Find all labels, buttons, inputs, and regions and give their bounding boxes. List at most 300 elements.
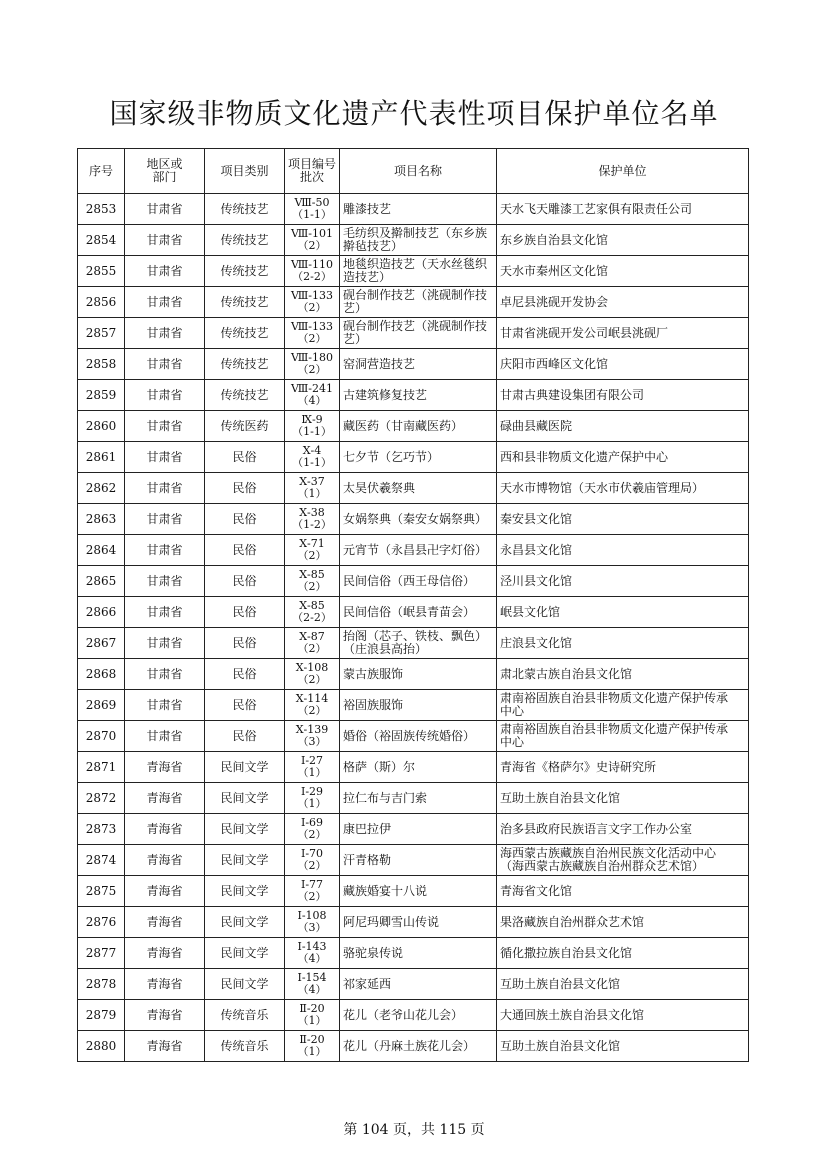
cell-code xyxy=(285,225,340,256)
cell-protection-unit-line1: 青海省《格萨尔》史诗研究所 xyxy=(500,759,657,774)
cell-code-number: Ⅰ-154 xyxy=(297,971,327,984)
cell-protection-unit xyxy=(497,318,749,349)
cell-code-batch: （1-1） xyxy=(292,456,332,469)
cell-region: 甘肃省 xyxy=(125,287,205,318)
cell-seq: 2870 xyxy=(78,721,125,752)
cell-protection-unit-line1: 肃南裕固族自治县非物质文化遗产保护传承 xyxy=(500,691,729,705)
cell-code-number: Ⅰ-77 xyxy=(300,878,324,891)
cell-code-batch: （2） xyxy=(297,642,327,655)
cell-project-name xyxy=(340,1031,497,1062)
cell-seq: 2879 xyxy=(78,1000,125,1031)
cell-code-number: Ⅷ-110 xyxy=(290,258,334,271)
table-row xyxy=(78,411,749,442)
cell-code-number: Ⅷ-50 xyxy=(294,196,330,209)
cell-code xyxy=(285,783,340,814)
cell-code-number: Ⅹ-139 xyxy=(295,723,329,736)
cell-protection-unit-line1: 肃南裕固族自治县非物质文化遗产保护传承 xyxy=(500,722,729,736)
cell-code-batch: （2） xyxy=(297,828,327,841)
cell-code-batch: （2） xyxy=(297,363,327,376)
cell-seq: 2862 xyxy=(78,473,125,504)
cell-project-name-line1: 婚俗（裕固族传统婚俗） xyxy=(343,728,476,743)
cell-project-name-line2: 艺） xyxy=(343,332,368,346)
cell-protection-unit-line1: 碌曲县藏医院 xyxy=(500,418,573,433)
header-code-line2: 批次 xyxy=(299,170,324,184)
cell-code-number: Ⅷ-241 xyxy=(290,382,334,395)
cell-region: 甘肃省 xyxy=(125,473,205,504)
cell-code-number: Ⅹ-85 xyxy=(299,568,325,581)
cell-seq: 2856 xyxy=(78,287,125,318)
cell-protection-unit xyxy=(497,1031,749,1062)
cell-seq: 2865 xyxy=(78,566,125,597)
header-code xyxy=(285,149,340,194)
cell-category: 民俗 xyxy=(205,535,285,566)
cell-project-name-line1: 康巴拉伊 xyxy=(343,821,392,836)
cell-code xyxy=(285,504,340,535)
header-code-line1: 项目编号 xyxy=(287,157,336,171)
cell-code xyxy=(285,690,340,721)
cell-project-name-line1: 地毯织造技艺（天水丝毯织 xyxy=(343,257,488,271)
cell-code-batch: （2） xyxy=(297,673,327,686)
cell-region: 甘肃省 xyxy=(125,566,205,597)
cell-code-batch: （1） xyxy=(297,1045,327,1058)
table-row xyxy=(78,690,749,721)
cell-seq: 2858 xyxy=(78,349,125,380)
table-row xyxy=(78,814,749,845)
cell-code-batch: （4） xyxy=(297,394,327,407)
table-row xyxy=(78,752,749,783)
cell-protection-unit-line1: 肃北蒙古族自治县文化馆 xyxy=(500,666,633,681)
cell-project-name-line1: 七夕节（乞巧节） xyxy=(343,449,440,464)
cell-code xyxy=(285,194,340,225)
cell-code xyxy=(285,411,340,442)
cell-protection-unit-line1: 庄浪县文化馆 xyxy=(500,635,573,650)
cell-seq: 2874 xyxy=(78,845,125,876)
table-row xyxy=(78,287,749,318)
cell-project-name-line1: 花儿（丹麻土族花儿会） xyxy=(343,1038,476,1053)
cell-code-batch: （4） xyxy=(297,983,327,996)
table-row xyxy=(78,535,749,566)
cell-protection-unit-line1: 大通回族土族自治县文化馆 xyxy=(500,1007,645,1022)
cell-seq: 2869 xyxy=(78,690,125,721)
cell-seq: 2857 xyxy=(78,318,125,349)
cell-code xyxy=(285,256,340,287)
cell-code-batch: （1） xyxy=(297,1014,327,1027)
table-row xyxy=(78,504,749,535)
cell-region: 青海省 xyxy=(125,876,205,907)
cell-seq: 2871 xyxy=(78,752,125,783)
table-row xyxy=(78,628,749,659)
cell-protection-unit-line1: 天水飞天雕漆工艺家俱有限责任公司 xyxy=(500,201,693,216)
cell-code-batch: （2） xyxy=(297,239,327,252)
cell-code-number: Ⅹ-108 xyxy=(295,661,329,674)
cell-project-name xyxy=(340,287,497,318)
cell-protection-unit-line1: 治多县政府民族语言文字工作办公室 xyxy=(500,821,693,836)
cell-protection-unit-line1: 果洛藏族自治州群众艺术馆 xyxy=(500,914,645,929)
cell-region: 青海省 xyxy=(125,1000,205,1031)
cell-category: 传统技艺 xyxy=(205,287,285,318)
cell-region: 甘肃省 xyxy=(125,318,205,349)
cell-code xyxy=(285,845,340,876)
cell-project-name-line1: 抬阁（芯子、铁枝、飘色） xyxy=(343,629,488,643)
cell-protection-unit xyxy=(497,845,749,876)
table-header-row xyxy=(78,149,749,194)
cell-code-number: Ⅰ-143 xyxy=(297,940,327,953)
cell-project-name xyxy=(340,194,497,225)
cell-region: 甘肃省 xyxy=(125,659,205,690)
cell-project-name xyxy=(340,752,497,783)
cell-region: 甘肃省 xyxy=(125,349,205,380)
table-row xyxy=(78,225,749,256)
cell-project-name xyxy=(340,256,497,287)
table-row xyxy=(78,907,749,938)
cell-project-name-line1: 雕漆技艺 xyxy=(343,201,392,216)
cell-protection-unit-line1: 互助土族自治县文化馆 xyxy=(500,976,621,991)
cell-category: 传统音乐 xyxy=(205,1031,285,1062)
cell-region: 青海省 xyxy=(125,969,205,1000)
table-row xyxy=(78,380,749,411)
cell-region: 青海省 xyxy=(125,814,205,845)
cell-project-name xyxy=(340,597,497,628)
cell-protection-unit xyxy=(497,752,749,783)
cell-project-name-line2: （庄浪县高抬） xyxy=(343,642,428,656)
cell-code xyxy=(285,814,340,845)
cell-category: 民俗 xyxy=(205,628,285,659)
cell-region: 青海省 xyxy=(125,783,205,814)
cell-protection-unit xyxy=(497,349,749,380)
cell-region: 甘肃省 xyxy=(125,380,205,411)
cell-category: 传统技艺 xyxy=(205,349,285,380)
cell-category: 民俗 xyxy=(205,597,285,628)
cell-project-name-line1: 太昊伏羲祭典 xyxy=(343,480,416,495)
cell-code-number: Ⅸ-9 xyxy=(301,413,323,426)
cell-project-name-line1: 骆驼泉传说 xyxy=(343,945,404,960)
cell-protection-unit xyxy=(497,473,749,504)
cell-category: 民间文学 xyxy=(205,814,285,845)
cell-protection-unit-line1: 卓尼县洮砚开发协会 xyxy=(500,294,609,309)
cell-code-number: Ⅹ-85 xyxy=(299,599,325,612)
cell-category: 民俗 xyxy=(205,442,285,473)
cell-project-name xyxy=(340,318,497,349)
cell-seq: 2876 xyxy=(78,907,125,938)
cell-code xyxy=(285,1031,340,1062)
header-region xyxy=(125,149,205,194)
table-row xyxy=(78,473,749,504)
cell-protection-unit xyxy=(497,411,749,442)
cell-category: 民间文学 xyxy=(205,783,285,814)
cell-category: 民俗 xyxy=(205,473,285,504)
cell-project-name xyxy=(340,504,497,535)
cell-code xyxy=(285,287,340,318)
cell-protection-unit xyxy=(497,721,749,752)
header-region-line2: 部门 xyxy=(152,170,177,184)
cell-code-batch: （2） xyxy=(297,549,327,562)
cell-code xyxy=(285,597,340,628)
cell-protection-unit-line1: 秦安县文化馆 xyxy=(500,511,573,526)
cell-project-name xyxy=(340,566,497,597)
cell-project-name xyxy=(340,535,497,566)
cell-region: 甘肃省 xyxy=(125,690,205,721)
cell-category: 民俗 xyxy=(205,659,285,690)
cell-project-name xyxy=(340,349,497,380)
cell-seq: 2877 xyxy=(78,938,125,969)
cell-protection-unit-line1: 西和县非物质文化遗产保护中心 xyxy=(500,449,669,464)
cell-project-name-line1: 民间信俗（西王母信俗） xyxy=(343,573,476,588)
cell-seq: 2878 xyxy=(78,969,125,1000)
cell-region: 甘肃省 xyxy=(125,442,205,473)
cell-code xyxy=(285,473,340,504)
cell-code xyxy=(285,721,340,752)
cell-protection-unit xyxy=(497,659,749,690)
cell-region: 甘肃省 xyxy=(125,225,205,256)
cell-code xyxy=(285,535,340,566)
cell-project-name-line2: 艺） xyxy=(343,301,368,315)
cell-category: 传统技艺 xyxy=(205,194,285,225)
table-row xyxy=(78,349,749,380)
cell-protection-unit-line1: 海西蒙古族藏族自治州民族文化活动中心 xyxy=(500,846,717,860)
cell-project-name xyxy=(340,845,497,876)
cell-code xyxy=(285,628,340,659)
cell-code-batch: （1） xyxy=(297,766,327,779)
cell-code-number: Ⅹ-38 xyxy=(299,506,325,519)
cell-seq: 2873 xyxy=(78,814,125,845)
table-row xyxy=(78,1031,749,1062)
cell-code-batch: （3） xyxy=(297,735,327,748)
cell-code-batch: （2） xyxy=(297,890,327,903)
cell-code-number: Ⅰ-27 xyxy=(300,754,324,767)
cell-seq: 2853 xyxy=(78,194,125,225)
cell-code-number: Ⅰ-69 xyxy=(300,816,324,829)
cell-region: 青海省 xyxy=(125,752,205,783)
cell-protection-unit xyxy=(497,442,749,473)
cell-code-batch: （1-1） xyxy=(292,425,332,438)
cell-seq: 2861 xyxy=(78,442,125,473)
cell-project-name xyxy=(340,783,497,814)
table-row xyxy=(78,721,749,752)
cell-protection-unit xyxy=(497,1000,749,1031)
cell-project-name-line1: 元宵节（永昌县卍字灯俗） xyxy=(343,542,488,557)
heritage-protection-table xyxy=(77,148,749,1062)
cell-code xyxy=(285,442,340,473)
cell-project-name-line1: 阿尼玛卿雪山传说 xyxy=(343,914,440,929)
cell-protection-unit-line1: 庆阳市西峰区文化馆 xyxy=(500,356,609,371)
cell-code-batch: （2） xyxy=(297,704,327,717)
table-row xyxy=(78,597,749,628)
cell-project-name xyxy=(340,442,497,473)
cell-protection-unit xyxy=(497,907,749,938)
cell-project-name-line1: 砚台制作技艺（洮砚制作技 xyxy=(343,288,488,302)
cell-code-batch: （3） xyxy=(297,921,327,934)
cell-project-name-line1: 格萨（斯）尔 xyxy=(343,759,416,774)
cell-seq: 2872 xyxy=(78,783,125,814)
cell-seq: 2867 xyxy=(78,628,125,659)
cell-code-number: Ⅰ-29 xyxy=(300,785,324,798)
cell-code-batch: （2-2） xyxy=(292,270,332,283)
cell-code xyxy=(285,938,340,969)
cell-category: 传统技艺 xyxy=(205,318,285,349)
cell-code-number: Ⅰ-70 xyxy=(300,847,324,860)
cell-code xyxy=(285,349,340,380)
cell-project-name-line1: 拉仁布与吉门索 xyxy=(343,790,428,805)
cell-category: 民间文学 xyxy=(205,907,285,938)
cell-code-batch: （2） xyxy=(297,332,327,345)
cell-region: 甘肃省 xyxy=(125,597,205,628)
cell-code xyxy=(285,659,340,690)
cell-code-number: Ⅷ-133 xyxy=(290,289,334,302)
cell-code-number: Ⅷ-133 xyxy=(290,320,334,333)
cell-project-name xyxy=(340,225,497,256)
cell-code-number: Ⅹ-87 xyxy=(299,630,325,643)
cell-code-number: Ⅹ-114 xyxy=(295,692,329,705)
cell-code-number: Ⅱ-20 xyxy=(299,1033,325,1046)
cell-code xyxy=(285,907,340,938)
cell-region: 甘肃省 xyxy=(125,256,205,287)
cell-code-batch: （1-1） xyxy=(292,208,332,221)
cell-project-name xyxy=(340,628,497,659)
cell-project-name xyxy=(340,380,497,411)
cell-project-name-line1: 祁家延西 xyxy=(343,976,392,991)
cell-protection-unit-line1: 甘肃省洮砚开发公司岷县洮砚厂 xyxy=(500,325,669,340)
cell-region: 青海省 xyxy=(125,938,205,969)
cell-region: 青海省 xyxy=(125,1031,205,1062)
cell-category: 传统技艺 xyxy=(205,380,285,411)
cell-region: 甘肃省 xyxy=(125,504,205,535)
table-row xyxy=(78,442,749,473)
cell-seq: 2868 xyxy=(78,659,125,690)
cell-protection-unit-line1: 天水市博物馆（天水市伏羲庙管理局） xyxy=(500,480,705,495)
cell-region: 青海省 xyxy=(125,907,205,938)
cell-protection-unit-line1: 甘肃古典建设集团有限公司 xyxy=(500,387,645,402)
cell-protection-unit xyxy=(497,783,749,814)
cell-code-number: Ⅹ-71 xyxy=(299,537,325,550)
cell-protection-unit-line2: 中心 xyxy=(500,735,525,749)
table-row xyxy=(78,256,749,287)
cell-project-name-line1: 藏族婚宴十八说 xyxy=(343,883,428,898)
cell-seq: 2860 xyxy=(78,411,125,442)
cell-code-number: Ⅷ-101 xyxy=(290,227,334,240)
cell-category: 民间文学 xyxy=(205,752,285,783)
cell-project-name xyxy=(340,411,497,442)
cell-code-batch: （2） xyxy=(297,580,327,593)
cell-project-name-line1: 砚台制作技艺（洮砚制作技 xyxy=(343,319,488,333)
cell-protection-unit-line1: 循化撒拉族自治县文化馆 xyxy=(500,945,633,960)
cell-code xyxy=(285,969,340,1000)
cell-project-name xyxy=(340,659,497,690)
page-footer: 第 104 页，共 115 页 xyxy=(343,1122,485,1138)
cell-protection-unit-line1: 泾川县文化馆 xyxy=(500,573,573,588)
cell-code xyxy=(285,1000,340,1031)
cell-region: 甘肃省 xyxy=(125,411,205,442)
cell-protection-unit-line1: 岷县文化馆 xyxy=(500,604,561,619)
cell-protection-unit xyxy=(497,814,749,845)
cell-code-number: Ⅷ-180 xyxy=(290,351,334,364)
cell-protection-unit xyxy=(497,380,749,411)
cell-project-name xyxy=(340,1000,497,1031)
cell-project-name-line1: 女娲祭典（秦安女娲祭典） xyxy=(343,511,488,526)
cell-project-name-line1: 蒙古族服饰 xyxy=(343,666,404,681)
table-row xyxy=(78,845,749,876)
cell-project-name xyxy=(340,690,497,721)
header-protection-unit: 保护单位 xyxy=(497,149,749,194)
cell-seq: 2859 xyxy=(78,380,125,411)
cell-category: 民俗 xyxy=(205,721,285,752)
cell-project-name xyxy=(340,721,497,752)
cell-category: 传统技艺 xyxy=(205,225,285,256)
document-title: 国家级非物质文化遗产代表性项目保护单位名单 xyxy=(109,97,719,130)
table-row xyxy=(78,938,749,969)
cell-protection-unit xyxy=(497,938,749,969)
cell-protection-unit-line2: （海西蒙古族藏族自治州群众艺术馆） xyxy=(500,859,705,873)
cell-seq: 2855 xyxy=(78,256,125,287)
cell-category: 传统技艺 xyxy=(205,256,285,287)
table-row xyxy=(78,783,749,814)
cell-category: 民俗 xyxy=(205,566,285,597)
cell-project-name xyxy=(340,814,497,845)
cell-code-number: Ⅱ-20 xyxy=(299,1002,325,1015)
cell-protection-unit-line2: 中心 xyxy=(500,704,525,718)
cell-project-name-line1: 汗青格勒 xyxy=(343,852,392,867)
cell-seq: 2880 xyxy=(78,1031,125,1062)
cell-project-name-line1: 古建筑修复技艺 xyxy=(343,387,428,402)
cell-protection-unit xyxy=(497,876,749,907)
table-row xyxy=(78,969,749,1000)
cell-project-name-line1: 窑洞营造技艺 xyxy=(343,356,416,371)
cell-protection-unit xyxy=(497,194,749,225)
cell-code xyxy=(285,876,340,907)
cell-category: 民俗 xyxy=(205,504,285,535)
header-region-line1: 地区或 xyxy=(146,157,183,171)
cell-project-name-line2: 造技艺） xyxy=(343,270,392,284)
cell-code-batch: （1） xyxy=(297,797,327,810)
table-row xyxy=(78,318,749,349)
cell-code-number: Ⅰ-108 xyxy=(297,909,327,922)
table-row xyxy=(78,1000,749,1031)
cell-protection-unit xyxy=(497,690,749,721)
cell-protection-unit-line1: 天水市秦州区文化馆 xyxy=(500,263,609,278)
cell-project-name-line1: 藏医药（甘南藏医药） xyxy=(343,418,464,433)
cell-code-batch: （2） xyxy=(297,859,327,872)
table-row xyxy=(78,194,749,225)
header-project-name: 项目名称 xyxy=(340,149,497,194)
cell-project-name-line1: 毛纺织及擀制技艺（东乡族 xyxy=(343,226,488,240)
cell-protection-unit xyxy=(497,628,749,659)
table-row xyxy=(78,566,749,597)
cell-seq: 2863 xyxy=(78,504,125,535)
cell-code-number: Ⅹ-4 xyxy=(302,444,322,457)
cell-project-name xyxy=(340,473,497,504)
cell-protection-unit-line1: 青海省文化馆 xyxy=(500,883,573,898)
cell-project-name xyxy=(340,969,497,1000)
cell-protection-unit xyxy=(497,597,749,628)
table-row xyxy=(78,876,749,907)
cell-category: 民间文学 xyxy=(205,938,285,969)
cell-protection-unit-line1: 东乡族自治县文化馆 xyxy=(500,232,609,247)
cell-region: 甘肃省 xyxy=(125,194,205,225)
cell-code-batch: （1） xyxy=(297,487,327,500)
cell-seq: 2864 xyxy=(78,535,125,566)
cell-category: 传统医药 xyxy=(205,411,285,442)
cell-code xyxy=(285,566,340,597)
cell-category: 民间文学 xyxy=(205,845,285,876)
cell-protection-unit xyxy=(497,969,749,1000)
cell-project-name-line1: 花儿（老爷山花儿会） xyxy=(343,1007,464,1022)
table-row xyxy=(78,659,749,690)
cell-seq: 2854 xyxy=(78,225,125,256)
cell-category: 民俗 xyxy=(205,690,285,721)
cell-category: 民间文学 xyxy=(205,969,285,1000)
cell-protection-unit xyxy=(497,225,749,256)
cell-region: 甘肃省 xyxy=(125,628,205,659)
cell-protection-unit xyxy=(497,287,749,318)
